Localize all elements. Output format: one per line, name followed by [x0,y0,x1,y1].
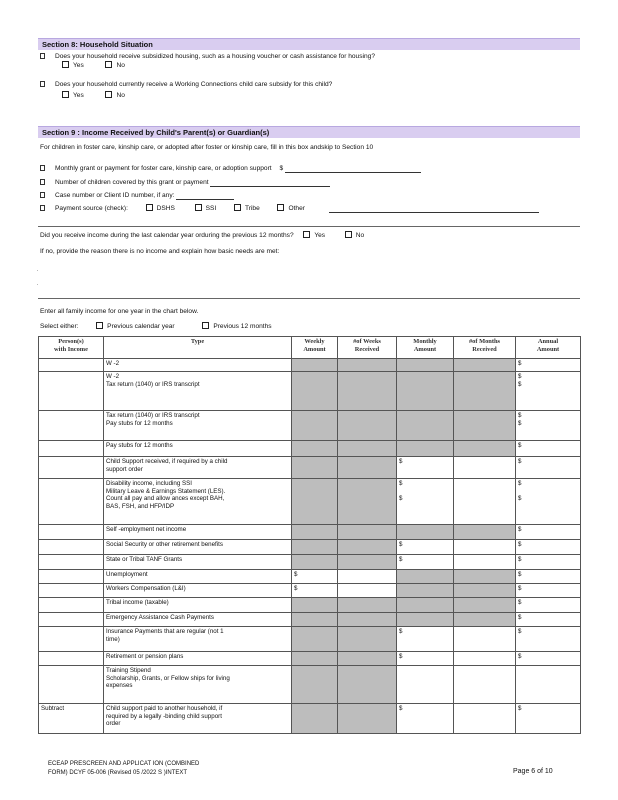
bullet-icon [40,192,45,198]
table-row [39,570,581,584]
weeks-received-cell [338,652,397,666]
yes-label: Yes [73,62,84,69]
weekly-amount-cell [292,441,338,457]
months-received-cell[interactable] [454,652,516,666]
person-cell [39,479,104,525]
months-received-cell[interactable] [454,457,516,479]
type-cell: Retirement or pension plans [104,652,292,666]
monthly-amount-cell[interactable]: $ $ [397,479,454,525]
table-row [39,359,581,372]
annual-amount-cell[interactable]: $ [516,441,581,457]
type-cell: Tax return (1040) or IRS transcript Pay stubs for 12 months [104,411,292,441]
table-row [39,479,581,525]
type-cell: Emergency Assistance Cash Payments [104,613,292,627]
annual-amount-cell[interactable]: $ [516,457,581,479]
weekly-amount-cell [292,598,338,613]
person-cell [39,540,104,555]
annual-amount-cell[interactable]: $ [516,584,581,598]
weekly-amount-cell [292,479,338,525]
table-row [39,613,581,627]
annual-amount-cell[interactable]: $ [516,359,581,372]
income-table-header-row [39,337,581,359]
table-row [39,525,581,540]
type-cell: Pay stubs for 12 months [104,441,292,457]
months-received-cell [454,525,516,540]
weeks-received-cell [338,613,397,627]
no-income-explanation-label: If no, provide the reason there is no income and explain how basic needs are met: [40,248,280,255]
payment-source-label: Payment source (check): [55,205,128,212]
annual-amount-cell[interactable]: $ $ [516,411,581,441]
section-9-header: Section 9 : Income Received by Child's Parent(s) or Guardian(s) [38,126,580,138]
yes-label: Yes [73,92,84,99]
monthly-amount-cell [397,598,454,613]
person-cell [39,627,104,652]
form-id-line-2: FORM) DCYF 05-006 (Revised 05 /2022 S )INTEXT [48,770,188,776]
case-number-label: Case number or Client ID number, if any: [55,192,175,199]
divider [38,226,580,227]
weeks-received-cell [338,627,397,652]
income-no-checkbox[interactable] [345,231,352,238]
table-row [39,598,581,613]
question-text: Does your household receive subsidized housing, such as a housing voucher or cash assistance for housing? [55,53,375,60]
months-received-cell [454,411,516,441]
annual-amount-cell[interactable]: $ $ [516,372,581,411]
column-header: #of Weeks Received [338,337,397,359]
weeks-received-cell[interactable] [338,570,397,584]
table-row [39,540,581,555]
income-yes-checkbox[interactable] [303,231,310,238]
children-covered-row [40,178,330,187]
other-source-input[interactable] [329,204,539,213]
months-received-cell [454,441,516,457]
type-cell: Tribal income (taxable) [104,598,292,613]
section-8-header: Section 8: Household Situation [38,38,580,50]
type-cell: W -2 [104,359,292,372]
months-received-cell[interactable] [454,627,516,652]
person-cell [39,457,104,479]
monthly-amount-cell [397,441,454,457]
tribe-checkbox[interactable] [234,204,241,211]
person-cell [39,359,104,372]
table-row [39,666,581,704]
weekly-amount-cell [292,652,338,666]
months-received-cell [454,613,516,627]
no-label: No [116,92,125,99]
weeks-received-cell [338,441,397,457]
monthly-amount-cell[interactable]: $ [397,457,454,479]
type-cell: Disability income, including SSI Military Leave & Earnings Statement (LES). Count all pay and allow ances except BAH, BAS, FSH, and HFP/IDP [104,479,292,525]
table-row [39,555,581,570]
weekly-amount-cell [292,613,338,627]
monthly-amount-cell [397,584,454,598]
annual-amount-cell[interactable]: $ [516,570,581,584]
annual-amount-cell[interactable]: $ [516,704,581,734]
column-header: Type [104,337,292,359]
months-received-cell [454,372,516,411]
months-received-cell[interactable] [454,540,516,555]
weekly-amount-cell [292,525,338,540]
weeks-received-cell [338,359,397,372]
type-cell: Training Stipend Scholarship, Grants, or Fellow ships for living expenses [104,666,292,704]
weekly-amount-cell [292,704,338,734]
annual-amount-cell[interactable]: $ $ [516,479,581,525]
table-row [39,627,581,652]
dshs-label: DSHS [156,205,175,212]
column-header: #of Months Received [454,337,516,359]
question-subsidized-housing [40,52,375,61]
type-cell: Unemployment [104,570,292,584]
weeks-received-cell [338,540,397,555]
table-row [39,372,581,411]
weekly-amount-cell [292,540,338,555]
page-number: Page 6 of 10 [513,768,553,775]
subsidy-yes-checkbox[interactable] [62,91,69,98]
person-cell [39,555,104,570]
dshs-checkbox[interactable] [146,204,153,211]
column-header: Weekly Amount [292,337,338,359]
monthly-amount-cell [397,525,454,540]
enter-income-instruction: Enter all family income for one year in the chart below. [40,308,199,315]
weeks-received-cell [338,411,397,441]
weeks-received-cell [338,598,397,613]
monthly-amount-cell [397,570,454,584]
ssi-label: SSI [205,205,217,212]
select-label: Select either: [40,323,79,330]
months-received-cell[interactable] [454,479,516,525]
case-number-row [40,191,234,200]
foster-care-intro: For children in foster care, kinship care, or adopted after foster or kinship care, fill in this box andskip to Section 10 [40,144,374,151]
weekly-amount-cell [292,359,338,372]
weekly-amount-cell [292,372,338,411]
ssi-checkbox[interactable] [195,204,202,211]
monthly-amount-cell [397,613,454,627]
person-cell [39,666,104,704]
no-label: No [355,232,365,239]
dot-mark: . [37,267,39,273]
payment-source-row [40,204,539,213]
months-received-cell [454,570,516,584]
monthly-amount-cell [397,372,454,411]
previous-calendar-year-checkbox[interactable] [96,322,103,329]
weeks-received-cell [338,525,397,540]
weeks-received-cell [338,372,397,411]
annual-amount-cell[interactable]: $ [516,555,581,570]
monthly-amount-cell[interactable] [397,666,454,704]
period-select-row [40,322,272,331]
annual-amount-cell[interactable]: $ [516,613,581,627]
weeks-received-cell[interactable] [338,584,397,598]
table-row [39,652,581,666]
monthly-grant-label: Monthly grant or payment for foster care, kinship care, or adoption support [55,165,272,172]
children-covered-input[interactable] [210,178,330,187]
income-question-row [40,231,364,240]
person-cell [39,411,104,441]
months-received-cell [454,598,516,613]
person-cell [39,372,104,411]
tribe-label: Tribe [244,205,260,212]
housing-answer-row [62,61,125,70]
months-received-cell [454,359,516,372]
table-row [39,457,581,479]
monthly-grant-input[interactable] [285,164,421,173]
bullet-icon [40,179,45,185]
person-cell [39,570,104,584]
type-cell: State or Tribal TANF Grants [104,555,292,570]
column-header: Monthly Amount [397,337,454,359]
other-checkbox[interactable] [277,204,284,211]
annual-amount-cell[interactable]: $ [516,525,581,540]
months-received-cell[interactable] [454,704,516,734]
annual-amount-cell[interactable]: $ [516,598,581,613]
subsidy-no-checkbox[interactable] [105,91,112,98]
weeks-received-cell [338,666,397,704]
form-id-line-1: ECEAP PRESCREEN AND APPLICAT ION (COMBINED [48,761,200,767]
previous-12-months-checkbox[interactable] [202,322,209,329]
person-cell [39,525,104,540]
table-row [39,441,581,457]
monthly-amount-cell[interactable]: $ [397,555,454,570]
weeks-received-cell [338,457,397,479]
income-table-body [39,359,581,734]
bullet-icon [40,81,45,87]
monthly-amount-cell[interactable]: $ [397,540,454,555]
children-covered-label: Number of children covered by this grant or payment [55,179,209,186]
weekly-amount-cell [292,457,338,479]
question-child-care-subsidy [40,80,332,89]
person-cell [39,584,104,598]
weekly-amount-cell [292,627,338,652]
weeks-received-cell [338,704,397,734]
table-row [39,584,581,598]
person-cell [39,652,104,666]
weekly-amount-cell[interactable]: $ [292,584,338,598]
column-header: Annual Amount [516,337,581,359]
housing-no-checkbox[interactable] [105,61,112,68]
months-received-cell[interactable] [454,666,516,704]
type-cell: Workers Compensation (L&I) [104,584,292,598]
weekly-amount-cell [292,666,338,704]
type-cell: Child support paid to another household, if required by a legally -binding child support order [104,704,292,734]
table-row [39,411,581,441]
monthly-grant-row [40,164,421,173]
person-cell [39,598,104,613]
other-label: Other [288,205,305,212]
type-cell: W -2 Tax return (1040) or IRS transcript [104,372,292,411]
bullet-icon [40,205,45,211]
weekly-amount-cell [292,555,338,570]
housing-yes-checkbox[interactable] [62,61,69,68]
annual-amount-cell[interactable]: $ [516,627,581,652]
weeks-received-cell [338,479,397,525]
case-number-input[interactable] [176,191,234,200]
previous-calendar-year-label: Previous calendar year [107,323,175,330]
weekly-amount-cell [292,411,338,441]
income-question-text: Did you receive income during the last calendar year orduring the previous 12 months? [40,232,294,239]
person-cell: Subtract [39,704,104,734]
weekly-amount-cell[interactable]: $ [292,570,338,584]
monthly-amount-cell[interactable]: $ [397,627,454,652]
annual-amount-cell[interactable]: $ [516,652,581,666]
annual-amount-cell[interactable] [516,666,581,704]
yes-label: Yes [314,232,326,239]
person-cell [39,613,104,627]
table-row [39,704,581,734]
type-cell: Child Support received, if required by a child support order [104,457,292,479]
type-cell: Self -employment net income [104,525,292,540]
subsidy-answer-row [62,91,125,100]
bullet-icon [40,165,45,171]
bullet-icon [40,53,45,59]
income-table [38,336,581,734]
monthly-amount-cell[interactable]: $ [397,704,454,734]
months-received-cell [454,584,516,598]
monthly-amount-cell [397,411,454,441]
weeks-received-cell [338,555,397,570]
question-text: Does your household currently receive a Working Connections child care subsidy for this child? [55,81,333,88]
previous-12-months-label: Previous 12 months [213,323,272,330]
dot-mark: . [37,281,39,287]
person-cell [39,441,104,457]
dollar-sign: $ [279,165,284,172]
annual-amount-cell[interactable]: $ [516,540,581,555]
monthly-amount-cell[interactable]: $ [397,652,454,666]
divider [38,298,580,299]
months-received-cell[interactable] [454,555,516,570]
type-cell: Social Security or other retirement benefits [104,540,292,555]
no-label: No [116,62,125,69]
type-cell: Insurance Payments that are regular (not 1 time) [104,627,292,652]
column-header: Person(s) with Income [39,337,104,359]
monthly-amount-cell [397,359,454,372]
